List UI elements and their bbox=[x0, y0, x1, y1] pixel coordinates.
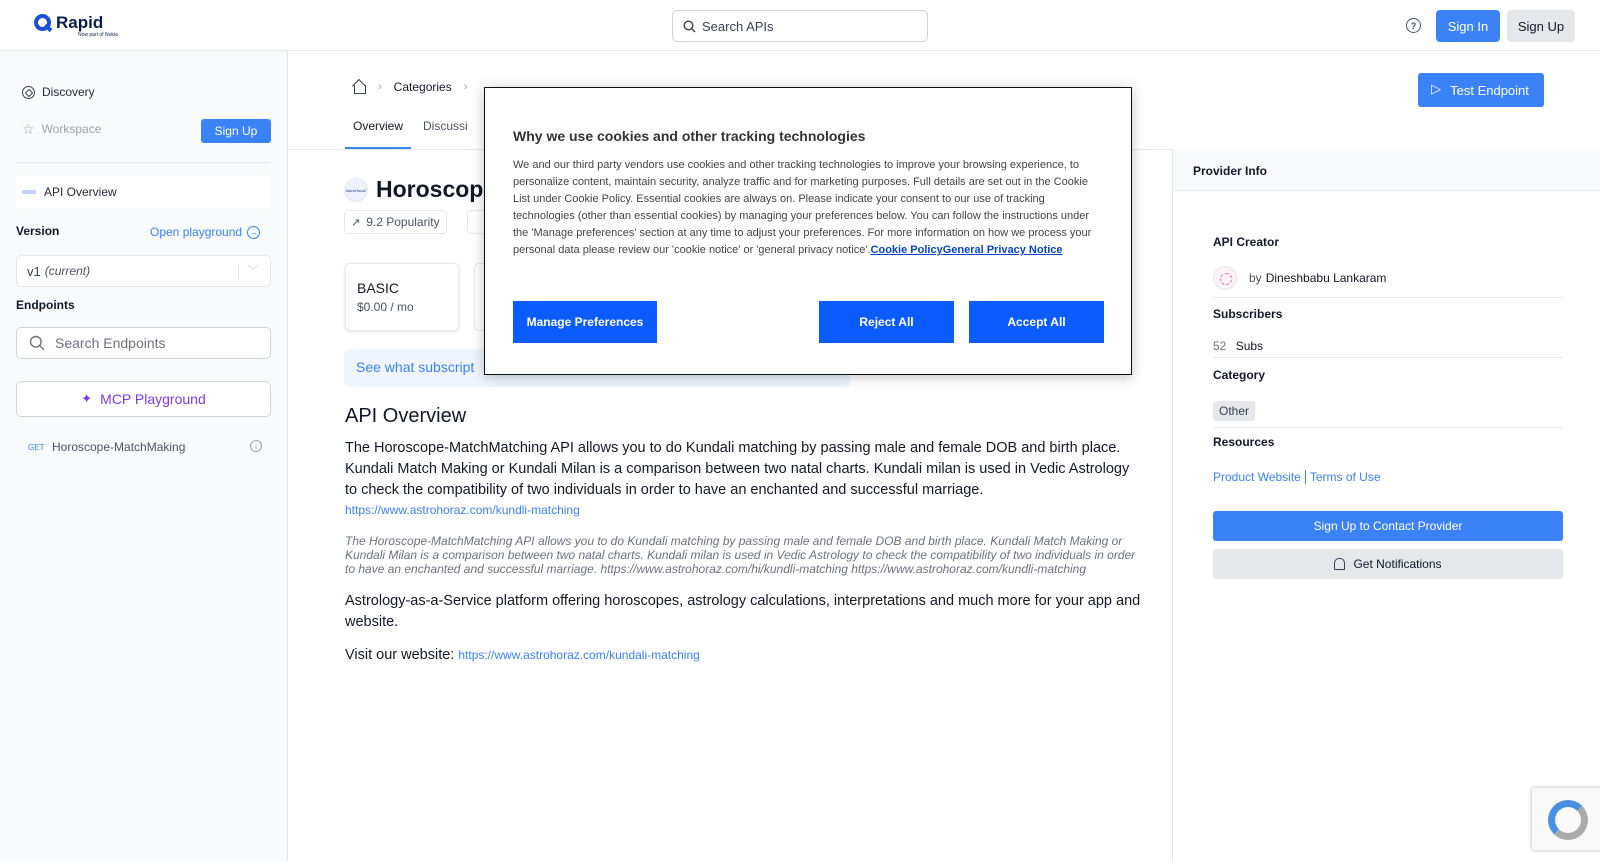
sidebar-item-workspace[interactable] bbox=[22, 122, 101, 136]
get-notifications-button[interactable] bbox=[1213, 549, 1563, 579]
get-notifications-label: Get Notifications bbox=[1353, 557, 1442, 571]
search-endpoints-placeholder: Search Endpoints bbox=[55, 335, 166, 351]
endpoint-item[interactable] bbox=[28, 438, 268, 456]
link-separator bbox=[1305, 470, 1306, 484]
visit-website-link[interactable]: https://www.astrohoraz.com/kundali-matching bbox=[458, 648, 700, 662]
api-creator[interactable] bbox=[1213, 266, 1386, 290]
cookie-body bbox=[513, 157, 1103, 259]
subscribers-number: 52 bbox=[1213, 339, 1227, 353]
product-website-link[interactable]: Product Website bbox=[1213, 470, 1301, 484]
divider bbox=[1213, 297, 1563, 298]
see-subscriptions-link[interactable]: See what subscript bbox=[344, 349, 850, 387]
version-value: v1 bbox=[27, 263, 41, 279]
version-select[interactable] bbox=[16, 255, 271, 287]
search-icon bbox=[29, 335, 45, 351]
sign-up-button[interactable]: Sign Up bbox=[1507, 10, 1575, 42]
overview-description: The Horoscope-MatchMatching API allows you to do Kundali matching by passing male and female DOB and birth place. Kundali Match Making or Kundali Milan is a comparison between two natal charts. Kundali milan is used in Vedic Astrology to check the compatibility of two individuals in order to have an enchanted and successful marriage. bbox=[345, 440, 1130, 498]
popularity-value: 9.2 Popularity bbox=[366, 215, 440, 229]
overview-italic-description: The Horoscope-MatchMatching API allows you to do Kundali matching by passing male and female DOB and birth place. Kundali Match Making or Kundali Milan is a comparison between two natal charts. Kundali milan is used in Vedic Astrology to check the compatibility of two individuals in order to have an enchanted and successful marriage. https://www.astrohoraz.com/hi/kundli-matching https://www.astrohoraz.com/kundli-matching bbox=[345, 534, 1136, 576]
chevron-right-icon: › bbox=[378, 81, 382, 93]
api-title: Horoscop bbox=[376, 176, 484, 202]
terms-of-use-link[interactable]: Terms of Use bbox=[1309, 470, 1381, 484]
test-endpoint-label: Test Endpoint bbox=[1450, 82, 1529, 98]
reject-all-button[interactable]: Reject All bbox=[819, 301, 954, 343]
sidebar bbox=[0, 51, 288, 861]
sidebar-item-discovery[interactable] bbox=[22, 85, 95, 99]
popularity-badge bbox=[344, 210, 447, 234]
cookie-title: Why we use cookies and other tracking technologies bbox=[513, 128, 866, 144]
api-logo-icon bbox=[22, 190, 36, 194]
provider-info-header: Provider Info bbox=[1173, 149, 1600, 191]
mcp-playground-button[interactable] bbox=[16, 381, 271, 417]
question-circle-icon[interactable]: ? bbox=[1406, 18, 1421, 33]
subscribers-unit: Subs bbox=[1235, 339, 1264, 353]
star-icon: ☆ bbox=[22, 120, 35, 137]
visit-website-line bbox=[345, 647, 1145, 663]
arrow-right-circle-icon: → bbox=[247, 226, 260, 239]
mcp-playground-label: MCP Playground bbox=[100, 391, 206, 407]
endpoints-label: Endpoints bbox=[16, 298, 75, 312]
search-apis-input[interactable] bbox=[672, 10, 928, 42]
sparkle-icon: ✦ bbox=[81, 391, 93, 406]
kundli-matching-link[interactable]: https://www.astrohoraz.com/kundli-matching bbox=[345, 503, 580, 517]
overview-heading: API Overview bbox=[345, 405, 467, 427]
discovery-label: Discovery bbox=[42, 85, 95, 99]
sign-in-button[interactable]: Sign In bbox=[1436, 10, 1500, 42]
subscribers-label: Subscribers bbox=[1213, 307, 1283, 321]
sidebar-divider bbox=[16, 162, 271, 163]
api-creator-label: API Creator bbox=[1213, 235, 1280, 249]
workspace-label: Workspace bbox=[41, 122, 102, 136]
recaptcha-badge[interactable] bbox=[1532, 788, 1600, 850]
endpoint-verb: GET bbox=[28, 442, 45, 452]
category-badge[interactable]: Other bbox=[1213, 401, 1255, 421]
accept-all-button[interactable]: Accept All bbox=[969, 301, 1104, 343]
plan-card-basic[interactable] bbox=[345, 263, 459, 331]
search-endpoints-input[interactable] bbox=[16, 327, 271, 359]
breadcrumb bbox=[352, 80, 479, 94]
category-label: Category bbox=[1213, 368, 1266, 382]
api-logo: AstroHoraZ bbox=[344, 178, 368, 202]
api-overview-section bbox=[345, 405, 1145, 663]
subscribers-count bbox=[1213, 339, 1263, 353]
rapid-logo[interactable] bbox=[34, 14, 118, 38]
sidebar-sign-up-button[interactable]: Sign Up bbox=[201, 119, 271, 143]
cookie-policy-link[interactable]: Cookie Policy bbox=[870, 244, 943, 256]
tab-discussions[interactable]: Discussi bbox=[423, 119, 468, 133]
search-icon bbox=[683, 20, 696, 33]
trending-up-icon: ↗ bbox=[351, 216, 361, 229]
recaptcha-icon bbox=[1548, 800, 1588, 840]
resources-label: Resources bbox=[1213, 435, 1275, 449]
creator-name: Dineshbabu Lankaram bbox=[1265, 271, 1387, 285]
brand-tagline: Now part of Nokia bbox=[78, 32, 118, 38]
breadcrumb-categories[interactable]: Categories bbox=[393, 80, 452, 94]
divider bbox=[1213, 357, 1563, 358]
cookie-consent-dialog bbox=[484, 87, 1132, 375]
divider bbox=[1213, 427, 1563, 428]
manage-preferences-button[interactable]: Manage Preferences bbox=[513, 301, 657, 343]
brand-name: Rapid bbox=[56, 13, 104, 32]
chevron-right-icon: › bbox=[463, 81, 468, 93]
visit-label: Visit our website: bbox=[345, 647, 455, 663]
resources-links bbox=[1213, 470, 1381, 484]
plan-name: BASIC bbox=[357, 280, 400, 296]
tab-bar bbox=[345, 113, 480, 149]
rapid-logo-icon bbox=[34, 14, 52, 34]
provider-info-panel bbox=[1172, 149, 1600, 861]
info-icon[interactable]: i bbox=[250, 440, 262, 452]
top-bar bbox=[0, 0, 1600, 51]
test-endpoint-button[interactable] bbox=[1418, 73, 1544, 107]
play-icon bbox=[1433, 84, 1442, 96]
cookie-body-text: We and our third party vendors use cookies and other tracking technologies to improve your browsing experience, to personalize content, maintain security, analyze traffic and for marketing purposes. Full details are set out in the Cookie List under Cookie Policy. Essential cookies are always on. Please indicate your consent to our use of tracking technologies (other than essential cookies) by managing your preferences below. You can follow the instructions under the 'Manage preferences' section at any time to adjust your preferences. For more information on how we process your personal data please review our 'cookie notice' or 'general privacy notice'. bbox=[513, 159, 1092, 256]
endpoint-name: Horoscope-MatchMaking bbox=[52, 440, 186, 454]
version-label: Version bbox=[16, 224, 60, 238]
privacy-notice-link[interactable]: General Privacy Notice bbox=[942, 244, 1063, 256]
contact-provider-button[interactable]: Sign Up to Contact Provider bbox=[1213, 511, 1563, 541]
select-divider bbox=[238, 264, 239, 280]
search-apis-placeholder: Search APIs bbox=[702, 18, 774, 34]
compass-icon bbox=[22, 86, 35, 99]
avatar bbox=[1213, 266, 1237, 290]
tab-overview[interactable]: Overview bbox=[345, 113, 411, 149]
open-playground-link[interactable] bbox=[150, 225, 260, 239]
plan-price: $0.00 / mo bbox=[357, 300, 414, 314]
api-overview-label: API Overview bbox=[44, 185, 117, 199]
chevron-down-icon: ﹀ bbox=[248, 266, 258, 277]
overview-platform-description: Astrology-as-a-Service platform offering horoscopes, astrology calculations, interpretations and much more for your app and website. bbox=[345, 593, 1141, 630]
creator-by: by bbox=[1249, 271, 1262, 285]
home-icon[interactable] bbox=[352, 80, 366, 94]
bell-icon bbox=[1334, 558, 1345, 570]
open-playground-label: Open playground bbox=[150, 225, 243, 239]
version-current: (current) bbox=[44, 264, 91, 278]
sidebar-item-api-overview[interactable] bbox=[16, 175, 271, 209]
